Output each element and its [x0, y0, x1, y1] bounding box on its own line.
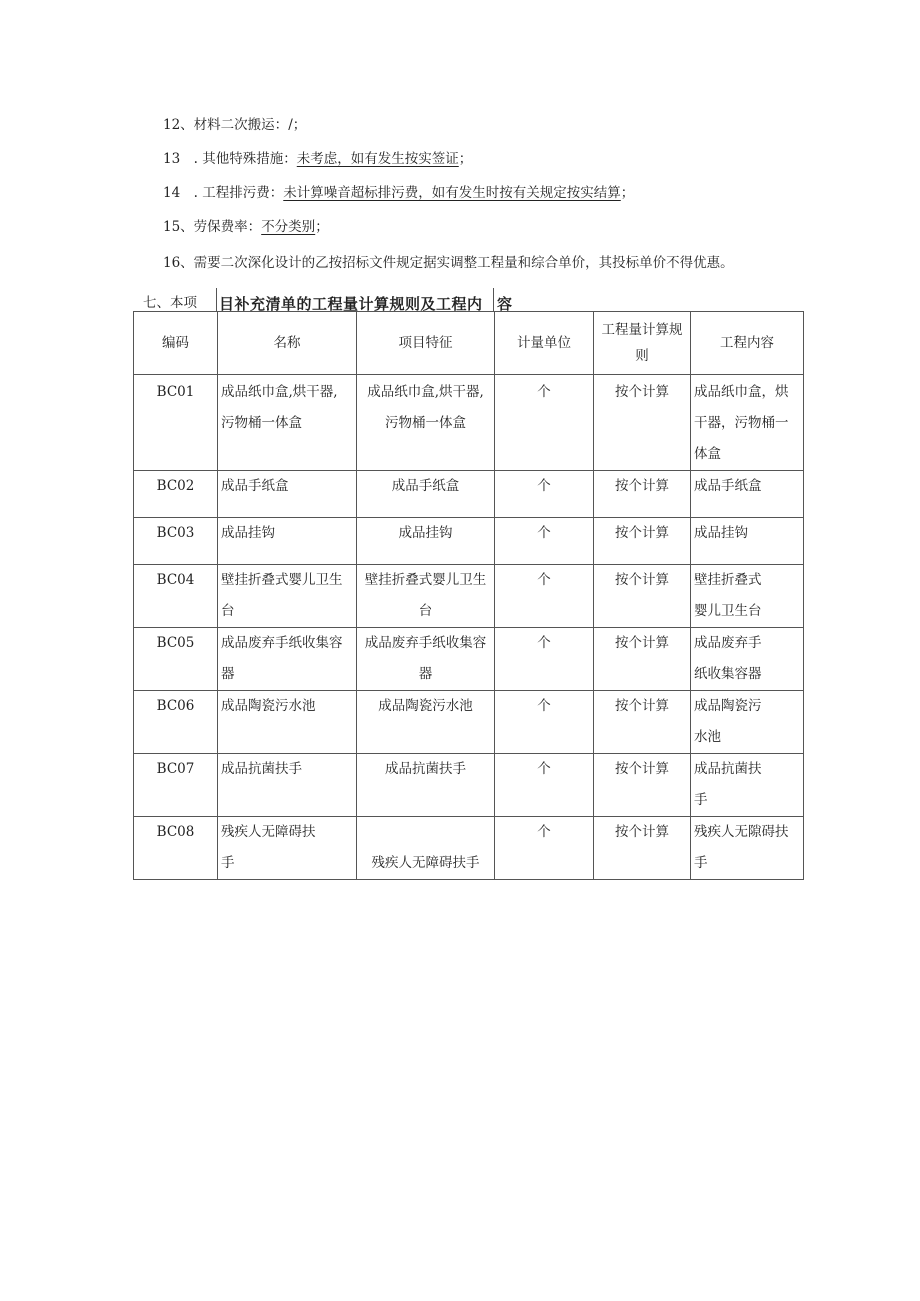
cell-unit: [495, 375, 594, 471]
para-underlined-text: 未考虑，如有发生按实签证: [296, 151, 459, 167]
table-row: [134, 518, 804, 565]
header-feature: 项目特征: [357, 312, 495, 375]
cell-unit: [495, 565, 594, 628]
cell-rule: [594, 518, 691, 565]
cell-rule: [594, 754, 691, 817]
cell-rule-text: 按个计算: [615, 478, 669, 494]
cell-unit: [495, 628, 594, 691]
cell-unit: [495, 518, 594, 565]
paragraph-14: [163, 184, 634, 202]
cell-feature: [357, 518, 495, 565]
cell-name-line: 成品挂钩: [221, 525, 275, 541]
para-text: ；: [620, 185, 635, 201]
cell-feature-line: 成品陶瓷污水池: [378, 698, 473, 714]
header-content: 工程内容: [691, 312, 804, 375]
cell-rule: [594, 628, 691, 691]
cell-feature: [357, 691, 495, 754]
cell-code-text: BC01: [156, 384, 195, 400]
cell-code: [134, 691, 218, 754]
cell-feature-line: 残疾人无障碍扶手: [371, 855, 480, 871]
paragraph-12: [163, 116, 306, 134]
cell-rule: [594, 375, 691, 471]
cell-unit: [495, 754, 594, 817]
cell-rule-text: 按个计算: [615, 761, 669, 777]
para-text: 14 . 工程排污费：: [163, 185, 284, 201]
cell-unit: [495, 691, 594, 754]
cell-unit-text: 个: [537, 824, 551, 840]
cell-name-line: 成品废弃手纸收集容: [221, 635, 343, 651]
header-rule-line: 工程量计算规: [601, 322, 683, 338]
cell-feature-line: 污物桶一体盒: [385, 415, 466, 431]
cell-name: [218, 817, 357, 880]
para-text: ；: [458, 151, 473, 167]
cell-rule-text: 按个计算: [615, 572, 669, 588]
cell-name-line: 成品手纸盒: [221, 478, 289, 494]
cell-content-line: 成品抗菌扶: [694, 761, 762, 777]
cell-content: [691, 375, 804, 471]
paragraph-16: [163, 254, 734, 272]
cell-content-line: 成品纸巾盒，烘: [694, 384, 789, 400]
cell-feature-line: [357, 817, 494, 848]
cell-content-line: 纸收集容器: [694, 666, 762, 682]
cell-rule-text: 按个计算: [615, 525, 669, 541]
para-underlined-text: 不分类别: [261, 219, 316, 235]
table-row: [134, 375, 804, 471]
cell-feature: [357, 471, 495, 518]
cell-content-line: 手: [694, 792, 708, 808]
cell-unit: [495, 817, 594, 880]
cell-name: [218, 471, 357, 518]
table-row: [134, 691, 804, 754]
cell-content-line: 残疾人无隙碍扶: [694, 824, 789, 840]
header-unit: 计量单位: [495, 312, 594, 375]
cell-unit: [495, 471, 594, 518]
cell-content-line: 壁挂折叠式: [694, 572, 762, 588]
cell-code: [134, 471, 218, 518]
cell-feature: [357, 754, 495, 817]
cell-name: [218, 375, 357, 471]
table-header-row: [134, 312, 804, 375]
cell-name-line: 污物桶一体盒: [221, 415, 302, 431]
para-text: ；: [315, 219, 329, 235]
divider: [216, 288, 217, 312]
cell-content: [691, 471, 804, 518]
cell-content-line: 婴儿卫生台: [694, 603, 762, 619]
cell-rule-text: 按个计算: [615, 635, 669, 651]
cell-feature: [357, 628, 495, 691]
cell-content: [691, 565, 804, 628]
cell-content-line: 干器，污物桶一: [694, 415, 789, 431]
cell-feature-line: 壁挂折叠式婴儿卫生: [364, 572, 487, 588]
cell-rule-text: 按个计算: [615, 384, 669, 400]
table-row: [134, 754, 804, 817]
para-text: 12、材料二次搬运：: [163, 117, 289, 133]
cell-code-text: BC03: [156, 525, 195, 541]
cell-code-text: BC05: [156, 635, 195, 651]
cell-code-text: BC02: [156, 478, 195, 494]
cell-name: [218, 518, 357, 565]
cell-code: [134, 817, 218, 880]
paragraph-13: [163, 150, 472, 168]
cell-content-line: 体盒: [694, 446, 721, 462]
cell-rule: [594, 691, 691, 754]
table-row: [134, 817, 804, 880]
cell-code: [134, 518, 218, 565]
header-name: 名称: [218, 312, 357, 375]
cell-code: [134, 375, 218, 471]
cell-name: [218, 628, 357, 691]
cell-feature-line: 器: [418, 666, 433, 682]
cell-unit-text: 个: [537, 525, 551, 541]
para-text: 15、劳保费率：: [163, 219, 262, 235]
cell-feature-line: 成品手纸盒: [391, 478, 460, 494]
cell-unit-text: 个: [537, 698, 551, 714]
cell-feature-line: 成品纸巾盒,烘干器,: [367, 384, 484, 400]
cell-content: [691, 518, 804, 565]
cell-name-line: 成品纸巾盒,烘干器,: [221, 384, 338, 400]
cell-feature-line: 成品挂钩: [398, 525, 453, 541]
cell-unit-text: 个: [537, 635, 551, 651]
para-text: 16、需要二次深化设计的乙按招标文件规定据实调整工程量和综合单价，其投标单价不得优惠。: [163, 255, 734, 271]
cell-content-line: 成品陶瓷污: [694, 698, 762, 714]
cell-name: [218, 565, 357, 628]
cell-name-line: 成品抗菌扶手: [221, 761, 302, 777]
cell-feature: [357, 817, 495, 880]
supplement-list-table: [133, 311, 804, 880]
cell-code-text: BC08: [156, 824, 195, 840]
table-row: [134, 628, 804, 691]
cell-code: [134, 628, 218, 691]
cell-name-line: 壁挂折叠式婴儿卫生: [221, 572, 343, 588]
cell-code-text: BC04: [156, 572, 195, 588]
section-title: 目补充清单的工程量计算规则及工程内: [219, 295, 483, 313]
cell-rule: [594, 817, 691, 880]
cell-content: [691, 817, 804, 880]
cell-name-line: 手: [221, 855, 235, 871]
cell-name-line: 台: [221, 603, 235, 619]
cell-feature: [357, 375, 495, 471]
table-row: [134, 471, 804, 518]
cell-rule: [594, 565, 691, 628]
cell-content-line: 成品废弃手: [694, 635, 762, 651]
cell-feature-line: 成品抗菌扶手: [385, 761, 466, 777]
cell-content: [691, 691, 804, 754]
header-rule-line: 则: [635, 348, 649, 364]
para-text: /；: [288, 117, 307, 133]
cell-content: [691, 754, 804, 817]
divider: [493, 288, 494, 312]
cell-name: [218, 754, 357, 817]
cell-unit-text: 个: [537, 384, 551, 400]
cell-name-line: 成品陶瓷污水池: [221, 698, 316, 714]
cell-feature-line: 台: [418, 603, 433, 619]
cell-content-line: 成品挂钩: [694, 525, 748, 541]
cell-rule-text: 按个计算: [615, 698, 669, 714]
cell-unit-text: 个: [537, 572, 551, 588]
cell-feature-line: 成品废弃手纸收集容: [364, 635, 487, 651]
cell-name: [218, 691, 357, 754]
cell-feature: [357, 565, 495, 628]
cell-code-text: BC06: [156, 698, 195, 714]
cell-rule-text: 按个计算: [615, 824, 669, 840]
cell-code-text: BC07: [156, 761, 195, 777]
paragraph-15: [163, 218, 329, 236]
cell-unit-text: 个: [537, 478, 551, 494]
cell-content-line: 成品手纸盒: [694, 478, 762, 494]
section-label: 七、本项: [143, 295, 197, 311]
para-underlined-text: 未计算噪音超标排污费，如有发生时按有关规定按实结算: [283, 185, 621, 201]
section-title-tail: 容: [497, 295, 513, 313]
header-code: 编码: [134, 312, 218, 375]
para-text: 13 . 其他特殊措施：: [163, 151, 297, 167]
header-rule: [594, 312, 691, 375]
cell-content: [691, 628, 804, 691]
cell-name-line: 残疾人无障碍扶: [221, 824, 316, 840]
cell-name-line: 器: [221, 666, 235, 682]
cell-unit-text: 个: [537, 761, 551, 777]
cell-rule: [594, 471, 691, 518]
table-row: [134, 565, 804, 628]
cell-code: [134, 754, 218, 817]
cell-content-line: 水池: [694, 729, 721, 745]
cell-content-line: 手: [694, 855, 708, 871]
cell-code: [134, 565, 218, 628]
